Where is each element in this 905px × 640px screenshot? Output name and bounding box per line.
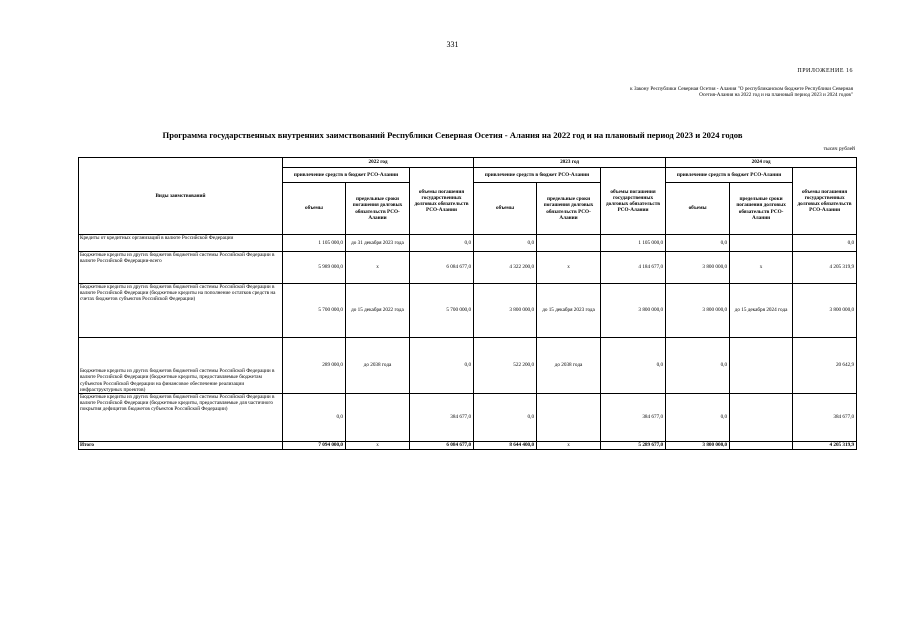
cell-volume-2022: 5 989 000,0 bbox=[283, 252, 346, 284]
cell-deadline-2024 bbox=[730, 338, 793, 394]
row-name: Бюджетные кредиты из других бюджетов бюджетной системы Российской Федерации в валюте Российской Федерации (бюджетные кредиты, предоставляемые бюджетам субъектов Российской Федерации на финансовое обеспечение реализации инфраструктурных проектов) bbox=[79, 338, 283, 394]
cell-repay-2022: 5 700 000,0 bbox=[410, 284, 474, 338]
header-volumes-2023: объемы bbox=[474, 183, 537, 235]
cell-volume-2024: 3 800 000,0 bbox=[666, 252, 730, 284]
row-name: Бюджетные кредиты из других бюджетов бюджетной системы Российской Федерации в валюте Российской Федерации (бюджетные кредиты на пополнение остатков средств на счетах бюджетов субъектов Российской Федерации) bbox=[79, 284, 283, 338]
cell-deadline-2024 bbox=[730, 394, 793, 442]
total-volume-2022: 7 094 000,0 bbox=[283, 442, 346, 450]
cell-repay-2024: 0,0 bbox=[793, 235, 857, 252]
total-deadline-2022: x bbox=[346, 442, 410, 450]
header-volumes-2022: объемы bbox=[283, 183, 346, 235]
header-deadline-2024: предельные сроки погашения долговых обязательств РСО-Алании bbox=[730, 183, 793, 235]
cell-deadline-2023: до 15 декабря 2023 года bbox=[537, 284, 601, 338]
cell-deadline-2022: до 31 декабря 2023 года bbox=[346, 235, 410, 252]
cell-repay-2023: 0,0 bbox=[601, 338, 666, 394]
cell-volume-2022: 289 000,0 bbox=[283, 338, 346, 394]
borrowing-program-table bbox=[78, 157, 857, 450]
cell-volume-2022: 5 700 000,0 bbox=[283, 284, 346, 338]
total-repay-2024: 4 205 319,9 bbox=[793, 442, 857, 450]
total-volume-2024: 3 800 000,0 bbox=[666, 442, 730, 450]
cell-deadline-2024: x bbox=[730, 252, 793, 284]
cell-volume-2023: 0,0 bbox=[474, 394, 537, 442]
header-deadline-2023: предельные сроки погашения долговых обязательств РСО-Алании bbox=[537, 183, 601, 235]
cell-repay-2023: 384 677,0 bbox=[601, 394, 666, 442]
total-repay-2023: 5 289 677,0 bbox=[601, 442, 666, 450]
cell-repay-2022: 0,0 bbox=[410, 235, 474, 252]
appendix-text: к Закону Республики Северная Осетия - Алания "О республиканском бюджете Республики Северная Осетия-Алания на 2022 год и на плановый период 2023 и 2024 годов" bbox=[630, 86, 853, 99]
header-year-2023: 2023 год bbox=[474, 158, 666, 168]
units-label: тысяч рублей bbox=[823, 146, 855, 152]
cell-repay-2024: 4 205 319,9 bbox=[793, 252, 857, 284]
cell-volume-2024: 3 800 000,0 bbox=[666, 284, 730, 338]
cell-volume-2024: 0,0 bbox=[666, 338, 730, 394]
total-volume-2023: 8 644 400,0 bbox=[474, 442, 537, 450]
cell-deadline-2023: до 2038 года bbox=[537, 338, 601, 394]
header-repay-2024: объемы погашения государственных долговых обязательств РСО-Алании bbox=[793, 168, 857, 235]
cell-repay-2024: 3 800 000,0 bbox=[793, 284, 857, 338]
cell-volume-2023: 4 322 200,0 bbox=[474, 252, 537, 284]
cell-deadline-2023 bbox=[537, 235, 601, 252]
cell-deadline-2023: x bbox=[537, 252, 601, 284]
row-name: Кредиты от кредитных организаций в валюте Российской Федерации bbox=[79, 235, 283, 252]
page-number: 331 bbox=[446, 40, 459, 49]
cell-repay-2024: 384 677,0 bbox=[793, 394, 857, 442]
table-row bbox=[79, 235, 857, 252]
cell-repay-2022: 6 084 677,0 bbox=[410, 252, 474, 284]
cell-volume-2023: 3 800 000,0 bbox=[474, 284, 537, 338]
total-label: Итого bbox=[79, 442, 283, 450]
cell-repay-2022: 384 677,0 bbox=[410, 394, 474, 442]
cell-repay-2023: 4 184 677,0 bbox=[601, 252, 666, 284]
cell-repay-2022: 0,0 bbox=[410, 338, 474, 394]
cell-repay-2023: 1 105 000,0 bbox=[601, 235, 666, 252]
cell-volume-2024: 0,0 bbox=[666, 394, 730, 442]
total-deadline-2023: x bbox=[537, 442, 601, 450]
cell-deadline-2023 bbox=[537, 394, 601, 442]
cell-deadline-2024: до 15 декабря 2024 года bbox=[730, 284, 793, 338]
header-year-2022: 2022 год bbox=[283, 158, 474, 168]
total-repay-2022: 6 084 677,0 bbox=[410, 442, 474, 450]
table-row bbox=[79, 394, 857, 442]
cell-repay-2023: 3 800 000,0 bbox=[601, 284, 666, 338]
cell-deadline-2022 bbox=[346, 394, 410, 442]
header-repay-2022: объемы погашения государственных долговых обязательств РСО-Алании bbox=[410, 168, 474, 235]
table-row bbox=[79, 252, 857, 284]
row-name: Бюджетные кредиты из других бюджетов бюджетной системы Российской Федерации в валюте Российской Федерации (бюджетные кредиты, предоставляемые для частичного покрытия дефицитов бюджетов субъектов Российской Федерации) bbox=[79, 394, 283, 442]
cell-volume-2023: 522 200,0 bbox=[474, 338, 537, 394]
header-borrowing-type: Виды заимствований bbox=[79, 158, 283, 235]
cell-deadline-2022: до 15 декабря 2022 года bbox=[346, 284, 410, 338]
cell-repay-2024: 20 642,9 bbox=[793, 338, 857, 394]
header-attract-2023: привлечение средств в бюджет РСО-Алании bbox=[474, 168, 601, 183]
header-deadline-2022: предельные сроки погашения долговых обязательств РСО-Алании bbox=[346, 183, 410, 235]
total-row bbox=[79, 442, 857, 450]
cell-volume-2022: 0,0 bbox=[283, 394, 346, 442]
header-attract-2024: привлечение средств в бюджет РСО-Алании bbox=[666, 168, 793, 183]
cell-volume-2023: 0,0 bbox=[474, 235, 537, 252]
header-volumes-2024: объемы bbox=[666, 183, 730, 235]
cell-volume-2024: 0,0 bbox=[666, 235, 730, 252]
appendix-label: ПРИЛОЖЕНИЕ 16 bbox=[797, 68, 853, 74]
header-year-2024: 2024 год bbox=[666, 158, 857, 168]
cell-deadline-2022: x bbox=[346, 252, 410, 284]
document-title: Программа государственных внутренних заимствований Республики Северная Осетия - Алания на 2022 год и на плановый период 2023 и 2024 годов bbox=[162, 130, 743, 140]
row-name: Бюджетные кредиты из других бюджетов бюджетной системы Российской Федерации в валюте Российской Федерации-всего bbox=[79, 252, 283, 284]
cell-deadline-2024 bbox=[730, 235, 793, 252]
table-row bbox=[79, 338, 857, 394]
total-deadline-2024 bbox=[730, 442, 793, 450]
table-row bbox=[79, 284, 857, 338]
header-attract-2022: привлечение средств в бюджет РСО-Алании bbox=[283, 168, 410, 183]
cell-deadline-2022: до 2038 года bbox=[346, 338, 410, 394]
cell-volume-2022: 1 105 000,0 bbox=[283, 235, 346, 252]
header-repay-2023: объемы погашения государственных долговых обязательств РСО-Алании bbox=[601, 168, 666, 235]
